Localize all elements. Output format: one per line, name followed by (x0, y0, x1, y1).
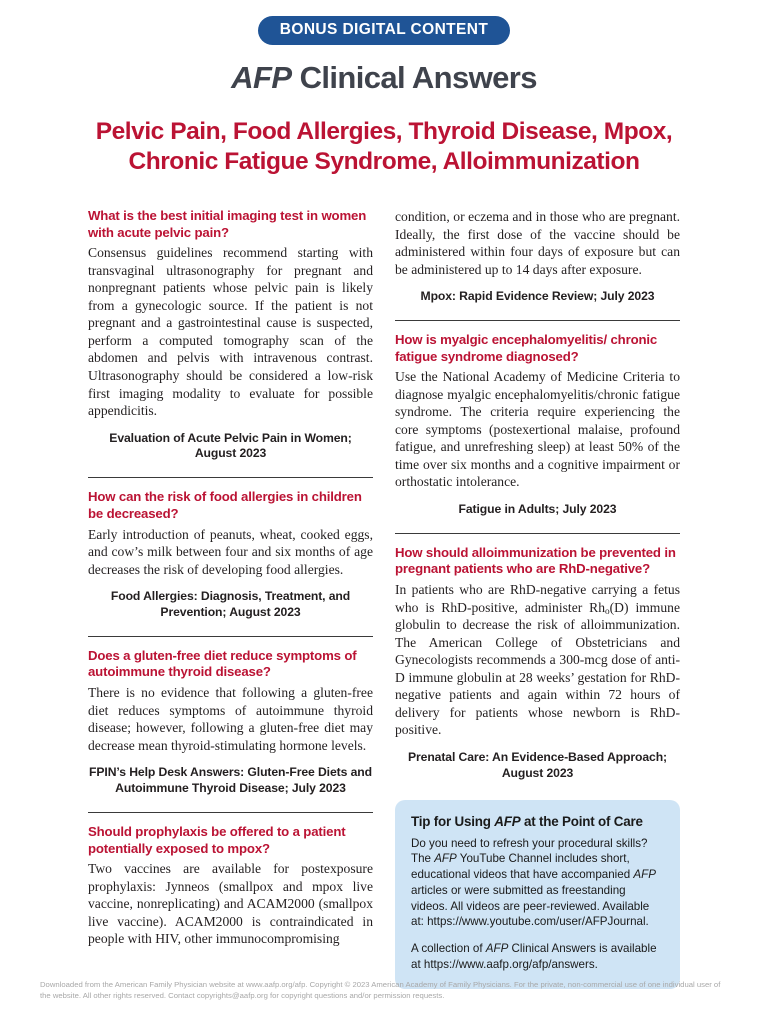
qa-section-mpox-prophylaxis (88, 824, 373, 948)
question-heading: Should prophylaxis be offered to a patient potentially exposed to mpox? (88, 823, 346, 856)
citation-text: Fatigue in Adults; July 2023 (458, 501, 617, 516)
tip-p1-a: Do you need to refresh your procedural skills? The (411, 836, 648, 866)
tip-p1-afp-2: AFP (633, 868, 656, 882)
citation-text: Food Allergies: Diagnosis, Treatment, and Prevention; August 2023 (110, 589, 351, 619)
tip-p2-afp: AFP (485, 942, 509, 956)
page-title-line-2: Chronic Fatigue Syndrome, Alloimmunization (128, 148, 640, 176)
section-divider (88, 477, 373, 478)
qa-section-alloimmunization (395, 545, 680, 782)
afp-clinical-answers-logo (0, 59, 768, 95)
answer-text: Two vaccines are available for postexposure prophylaxis: Jynneos (smallpox and mpox live vaccine, nonreplicating) and ACAM2000 (smallpox live vaccine). ACAM2000 is contraindicated in people with HIV, other immunocompromising (88, 861, 373, 947)
qa-section-pelvic-pain (88, 208, 373, 462)
right-column (395, 208, 680, 989)
logo-afp-text: AFP (231, 59, 292, 95)
answer-text: Consensus guidelines recommend starting with transvaginal ultrasonography for pregnant and nonpregnant patients whose pelvic pain is likely from a gynecologic source. If the patient is not pregnant and a gastrointestinal cause is suspected, perform a computed tomography scan of the abdomen and pelvis with intravenous contrast. Ultrasonography should be considered a low-risk first imaging modality to evaluate for possible appendicitis. (88, 245, 373, 419)
tip-title-suffix: at the Point of Care (520, 813, 643, 829)
tip-p2-b: Clinical Answers is available at https://www.aafp.org/afp/answers. (411, 942, 657, 971)
logo-rest-text: Clinical Answers (291, 59, 537, 95)
tip-box-paragraph-1 (411, 836, 664, 931)
question-heading: What is the best initial imaging test in women with acute pelvic pain? (88, 208, 367, 240)
qa-section-chronic-fatigue (395, 332, 680, 518)
tip-title-prefix: Tip for Using (411, 813, 495, 829)
answer-text: Use the National Academy of Medicine Criteria to diagnose myalgic encephalomyelitis/chronic fatigue syndrome. The criteria require experiencing the core symptoms (postexertional malaise, profound fatigue, and unrefreshing sleep) at least 50% of the time over six months and a cognitive impairment or orthostatic intolerance. (395, 369, 680, 490)
tip-box-paragraph-2 (411, 941, 664, 973)
tip-p1-c: articles or were submitted as freestanding videos. All videos are peer-reviewed. Available at: https://www.youtube.com/user/AFPJournal. (411, 883, 650, 929)
section-divider (395, 533, 680, 534)
tip-p1-b: YouTube Channel includes short, educational videos that have accompanied (411, 852, 634, 882)
page-header (0, 0, 768, 178)
question-heading: Does a gluten-free diet reduce symptoms of autoimmune thyroid disease? (88, 647, 357, 680)
left-column (88, 208, 373, 989)
qa-section-gluten-free-thyroid (88, 648, 373, 797)
page-title (49, 117, 719, 179)
tip-box (395, 800, 680, 989)
qa-section-food-allergies (88, 489, 373, 621)
answer-text (395, 581, 680, 739)
tip-box-title (411, 814, 664, 830)
tip-title-afp: AFP (494, 813, 521, 829)
answer-part-1: In patients who are RhD-negative carrying a fetus who is RhD-positive, administer Rh (395, 582, 680, 615)
question-heading: How is myalgic encephalomyelitis/ chronic fatigue syndrome diagnosed? (395, 331, 658, 364)
page-title-line-1: Pelvic Pain, Food Allergies, Thyroid Disease, Mpox, (95, 117, 673, 145)
question-heading: How should alloimmunization be prevented in pregnant patients who are RhD-negative? (395, 544, 676, 577)
answer-subscript: o (605, 605, 610, 616)
mpox-answer-continuation (395, 208, 680, 305)
answer-part-2: (D) immune globulin to decrease the risk of alloimmunization. The American College of Obstetricians and Gynecologists recommends a 300-mcg dose of anti-D immune globulin at 28 weeks’ gestation for RhD-negative patients and again within 72 hours of delivery for patients whose newborn is RhD-positive. (395, 599, 680, 738)
section-divider (88, 812, 373, 813)
page-footer: Downloaded from the American Family Physician website at www.aafp.org/afp. Copyright © 2023 American Academy of Family Physicians. For the private, non-commercial use of one individual user of the website. All other rights reserved. Contact copyrights@aafp.org for copyright questions and/or permission requests. (40, 979, 721, 1001)
content-columns (0, 208, 768, 989)
question-heading: How can the risk of food allergies in children be decreased? (88, 489, 362, 521)
section-divider (88, 636, 373, 637)
answer-text: Early introduction of peanuts, wheat, cooked eggs, and cow’s milk between four and six months of age decreases the risk of developing food allergies. (88, 526, 373, 577)
citation-text: Mpox: Rapid Evidence Review; July 2023 (420, 289, 655, 304)
answer-continuation-text: condition, or eczema and in those who are pregnant. Ideally, the first dose of the vaccine should be administered within four days of exposure but can be administered up to 14 days after exposure. (395, 209, 680, 277)
citation-text: Prenatal Care: An Evidence-Based Approach; August 2023 (407, 749, 668, 780)
tip-p1-afp-1: AFP (434, 852, 457, 866)
citation-text: Evaluation of Acute Pelvic Pain in Women; August 2023 (109, 430, 352, 461)
section-divider (395, 320, 680, 321)
answer-text: There is no evidence that following a gluten-free diet reduces symptoms of autoimmune thyroid disease; however, following a gluten-free diet may decrease mean thyroid-stimulating hormone levels. (88, 685, 373, 753)
bonus-digital-content-badge: BONUS DIGITAL CONTENT (258, 16, 510, 45)
citation-text: FPIN’s Help Desk Answers: Gluten-Free Diets and Autoimmune Thyroid Disease; July 2023 (89, 765, 372, 796)
tip-p2-a: A collection of (411, 942, 486, 956)
